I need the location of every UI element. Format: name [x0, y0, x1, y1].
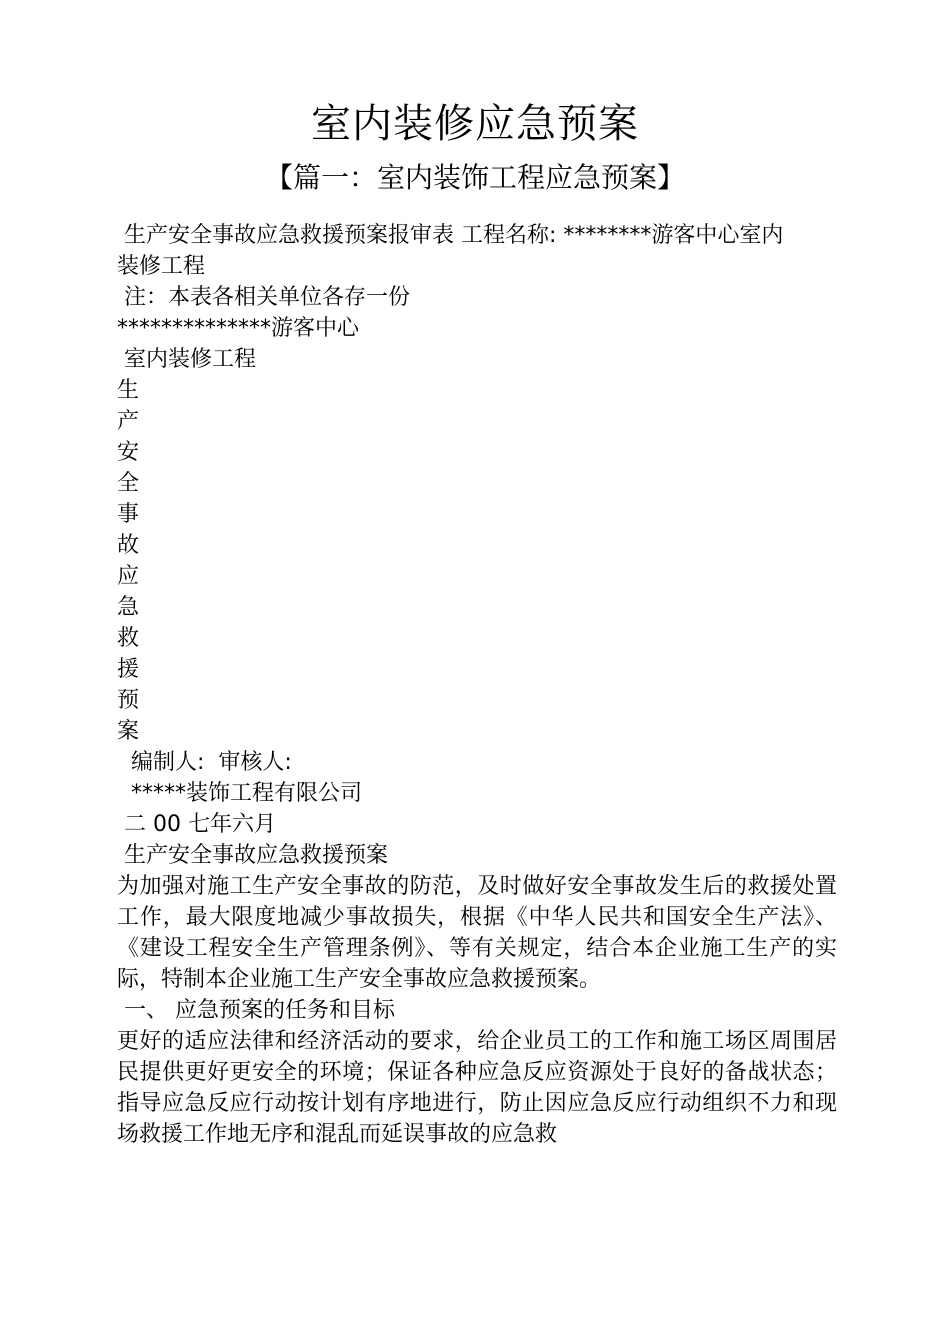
vertical-title	[117, 375, 837, 747]
vertical-char: 产	[117, 409, 140, 434]
header-line-2: 装修工程	[117, 254, 206, 279]
stars-line: **************游客中心	[117, 316, 360, 341]
section-1-paragraph: 更好的适应法律和经济活动的要求，给企业员工的工作和施工场区周围居民提供更好更安全的环境；保证各种应急反应资源处于良好的备战状态；指导应急反应行动按计划有序地进行，防止因应急反应行动组织不力和现场救援工作地无序和混乱而延误事故的应急救	[117, 1029, 837, 1147]
vertical-char: 援	[117, 657, 140, 682]
note-line: 注：本表各相关单位各存一份	[117, 285, 410, 310]
vertical-char: 急	[117, 595, 140, 620]
vertical-char: 生	[117, 378, 140, 403]
vertical-char: 救	[117, 626, 140, 651]
vertical-char: 案	[117, 719, 140, 744]
vertical-char: 事	[117, 502, 140, 527]
intro-paragraph: 为加强对施工生产安全事故的防范，及时做好安全事故发生后的救援处置工作，最大限度地减少事故损失，根据《中华人民共和国安全生产法》、《建设工程安全生产管理条例》、等有关规定，结合本企业施工生产的实际，特制本企业施工生产安全事故应急救援预案。	[117, 874, 837, 992]
vertical-char: 全	[117, 471, 140, 496]
signature-line: 编制人: 审核人:	[117, 750, 292, 775]
date-line: 二 00 七年六月	[117, 812, 276, 837]
section-1-title: 一、 应急预案的任务和目标	[117, 998, 395, 1023]
vertical-char: 故	[117, 533, 140, 558]
company-line: *****装饰工程有限公司	[117, 781, 362, 806]
vertical-char: 安	[117, 440, 140, 465]
document-title: 室内装修应急预案	[311, 101, 639, 147]
document-body	[117, 220, 837, 1150]
header-line-1: 生产安全事故应急救援预案报审表 工程名称: ********游客中心室内	[117, 223, 784, 248]
document-subtitle: 【篇一：室内装饰工程应急预案】	[264, 161, 685, 194]
project-line: 室内装修工程	[117, 347, 256, 372]
vertical-char: 应	[117, 564, 140, 589]
doc-heading: 生产安全事故应急救援预案	[117, 843, 388, 868]
vertical-char: 预	[117, 688, 140, 713]
